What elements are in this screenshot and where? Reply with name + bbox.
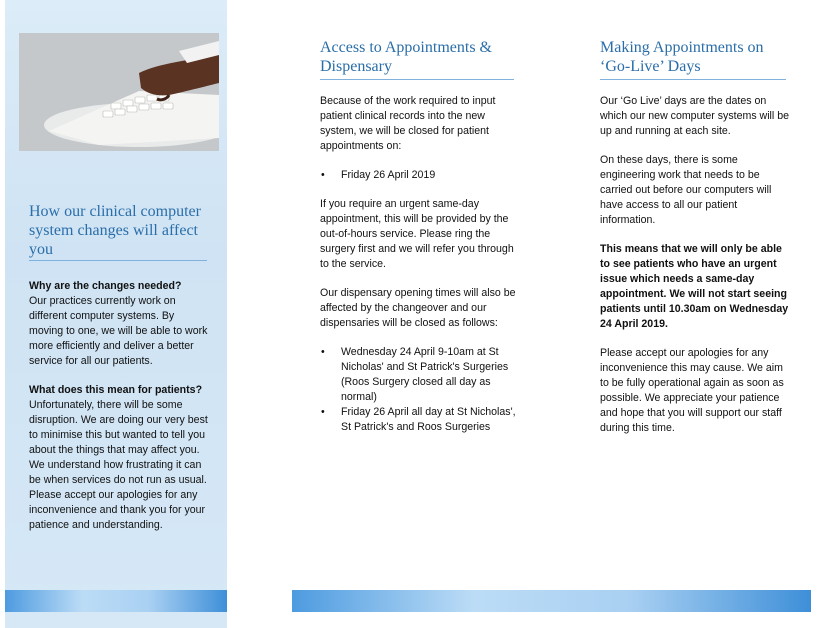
urgent-appointment-text: If you require an urgent same-day appointment, this will be provided by the out-of-hours service. Please ring the surgery first and we will refer you through to the service. bbox=[320, 198, 514, 270]
closed-dates-list bbox=[320, 168, 516, 183]
list-item: • Friday 26 April 2019 bbox=[321, 169, 436, 181]
right-column bbox=[600, 38, 790, 436]
closure-intro: Because of the work required to input patient clinical records into the new system, we will be closed for patient appointments on: bbox=[320, 95, 496, 152]
bullet-icon: • bbox=[321, 346, 325, 358]
answer-what-means: Unfortunately, there will be some disruption. We are doing our very best to minimise this but wanted to tell you about the things that may affect you. We understand how frustrating it can be when services do not run as usual. Please accept our apologies for any inconvenience and thank you for your patience and understanding. bbox=[29, 399, 208, 531]
bottom-color-band-right bbox=[292, 590, 811, 612]
bottom-color-band-left bbox=[5, 590, 227, 612]
keyboard-hand-illustration bbox=[19, 33, 219, 151]
answer-why-changes: Our practices currently work on different computer systems. By moving to one, we will be able to work more efficiently and deliver a better service for all our patients. bbox=[29, 295, 208, 367]
bullet-icon: • bbox=[321, 169, 325, 181]
bullet-icon: • bbox=[321, 406, 325, 418]
question-why-changes: Why are the changes needed? bbox=[29, 280, 182, 292]
apology-text: Please accept our apologies for any inconvenience this may cause. We aim to be fully operational again as soon as possible. We appreciate your patience and hope that you will support our staff during this time. bbox=[600, 347, 784, 434]
right-heading: Making Appointments on ‘Go-Live’ Days bbox=[600, 39, 764, 75]
question-what-means: What does this mean for patients? bbox=[29, 384, 203, 396]
right-heading-rule bbox=[600, 79, 786, 80]
go-live-definition: Our ‘Go Live’ days are the dates on which our new computer systems will be up and running at each site. bbox=[600, 95, 789, 137]
dispensary-closures-list bbox=[320, 345, 516, 435]
engineering-work-text: On these days, there is some engineering work that needs to be carried out before our computers will have access to all our patient information. bbox=[600, 154, 772, 226]
middle-heading: Access to Appointments & Dispensary bbox=[320, 39, 492, 75]
urgent-only-notice: This means that we will only be able to see patients who have an urgent issue which needs a same-day appointment. We will not start seeing patients until 10.30am on Wednesday 24 April 2019. bbox=[600, 243, 789, 330]
left-heading: How our clinical computer system changes will affect you bbox=[29, 203, 201, 258]
keyboard-photo bbox=[19, 33, 219, 151]
left-heading-rule bbox=[29, 260, 207, 261]
list-item: • Wednesday 24 April 9-10am at St Nicholas' and St Patrick's Surgeries (Roos Surgery closed all day as normal) bbox=[321, 346, 509, 403]
list-item: • Friday 26 April all day at St Nicholas', St Patrick's and Roos Surgeries bbox=[321, 406, 516, 433]
middle-heading-rule bbox=[320, 79, 514, 80]
left-panel bbox=[5, 0, 227, 628]
dispensary-intro: Our dispensary opening times will also be affected by the changeover and our dispensaries will be closed as follows: bbox=[320, 287, 516, 329]
middle-column bbox=[320, 38, 516, 435]
